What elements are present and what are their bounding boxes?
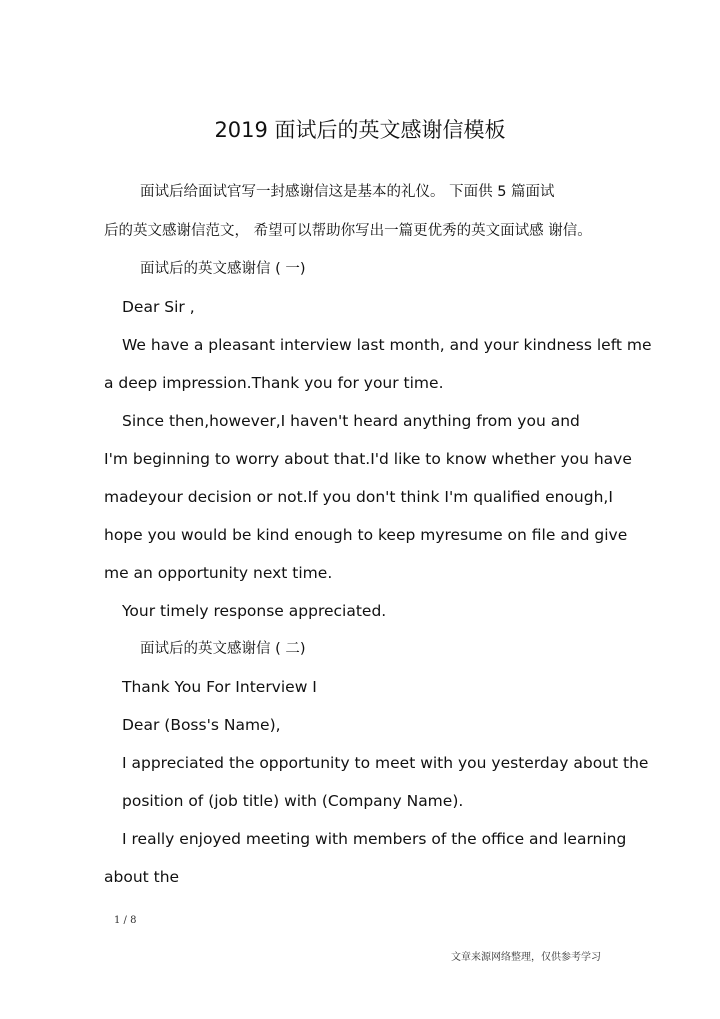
paragraph-line: Since then,however,I haven't heard anything from you and [122, 412, 580, 430]
paragraph-line: me an opportunity next time. [104, 564, 333, 582]
paragraph-line: I really enjoyed meeting with members of the office and learning [122, 830, 627, 848]
paragraph-line: madeyour decision or not.If you don't think I'm qualified enough,I [104, 488, 613, 506]
footer-note: 文章来源网络整理，仅供参考学习 [451, 952, 601, 963]
section-heading: 面试后的英文感谢信 ( 二) [140, 641, 306, 657]
paragraph-line: Dear (Boss's Name), [122, 716, 281, 734]
paragraph-line: Thank You For Interview I [122, 678, 317, 696]
paragraph-line: I appreciated the opportunity to meet with you yesterday about the [122, 754, 649, 772]
paragraph-line: position of (job title) with (Company Name). [122, 792, 464, 810]
paragraph-line: Dear Sir , [122, 298, 195, 316]
page-number: 1 / 8 [114, 915, 137, 926]
paragraph-line: We have a pleasant interview last month, and your kindness left me [122, 336, 652, 354]
paragraph-line: 面试后给面试官写一封感谢信这是基本的礼仪。 下面供 5 篇面试 [140, 184, 555, 200]
paragraph-line: about the [104, 868, 180, 886]
paragraph-line: hope you would be kind enough to keep myresume on file and give [104, 526, 628, 544]
paragraph-line: Your timely response appreciated. [122, 602, 387, 620]
paragraph-line: 后的英文感谢信范文， 希望可以帮助你写出一篇更优秀的英文面试感 谢信。 [104, 223, 592, 239]
paragraph-line: a deep impression.Thank you for your time. [104, 374, 444, 392]
section-heading: 面试后的英文感谢信 ( 一) [140, 261, 306, 277]
paragraph-line: I'm beginning to worry about that.I'd like to know whether you have [104, 450, 632, 468]
document-title: 2019 面试后的英文感谢信模板 [214, 118, 506, 142]
